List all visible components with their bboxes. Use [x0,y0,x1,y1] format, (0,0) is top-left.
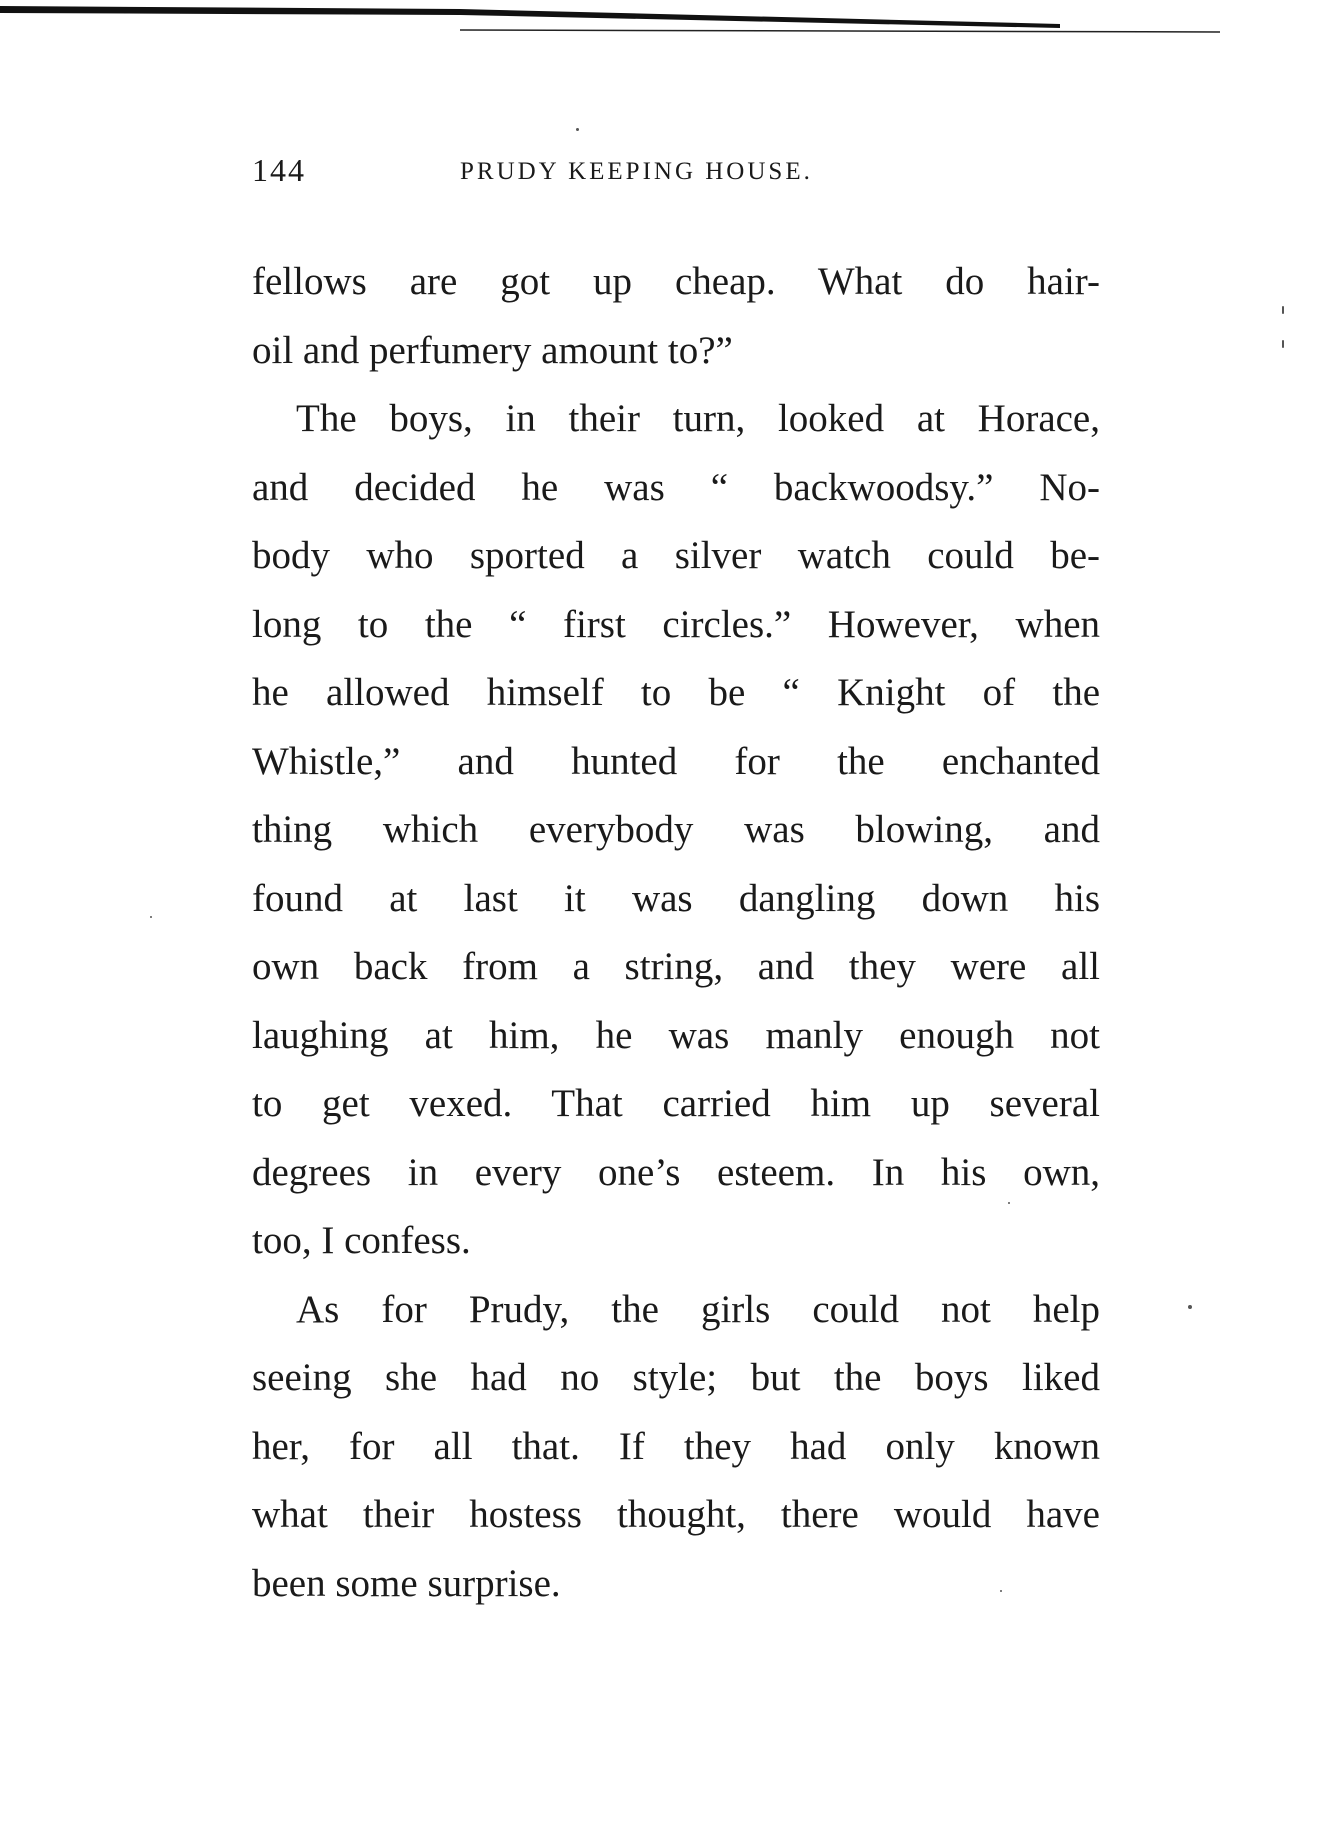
text-line: he allowed himself to be “ Knight of the [252,671,1100,714]
paragraph-first-line: The boys, in their turn, looked at Horace, [296,397,1100,440]
body-text [252,248,1100,1618]
text-line: and decided he was “ backwoodsy.” No- [252,465,1100,509]
text-line: too, I confess. [252,1219,471,1262]
scan-speck [1008,1202,1010,1204]
text-line: degrees in every one’s esteem. In his own, [252,1150,1100,1194]
scan-speck [1282,306,1284,314]
text-line: fellows are got up cheap. What do hair- [252,260,1100,303]
text-line: thing which everybody was blowing, and [252,808,1100,851]
text-line: laughing at him, he was manly enough not [252,1013,1100,1057]
running-title: PRUDY KEEPING HOUSE. [460,158,813,185]
scan-speck [150,916,152,918]
text-line: her, for all that. If they had only known [252,1424,1100,1468]
text-line: own back from a string, and they were all [252,945,1100,988]
text-line: seeing she had no style; but the boys liked [252,1356,1100,1399]
text-line: Whistle,” and hunted for the enchanted [252,739,1100,783]
scan-speck [1188,1305,1192,1309]
running-head [252,152,1102,192]
text-line: oil and perfumery amount to?” [252,328,733,372]
text-line: been some surprise. [252,1561,561,1605]
text-line: body who sported a silver watch could be- [252,534,1100,577]
page-number: 144 [252,152,306,188]
scan-speck [1282,340,1284,348]
paragraph-first-line: As for Prudy, the girls could not help [296,1287,1100,1331]
top-printed-rule [0,6,1220,34]
text-line: what their hostess thought, there would have [252,1493,1100,1536]
text-line: long to the “ first circles.” However, when [252,602,1100,646]
scan-speck [576,128,579,131]
text-line: to get vexed. That carried him up several [252,1082,1100,1125]
text-line: found at last it was dangling down his [252,876,1100,920]
scan-speck [1000,1590,1002,1592]
